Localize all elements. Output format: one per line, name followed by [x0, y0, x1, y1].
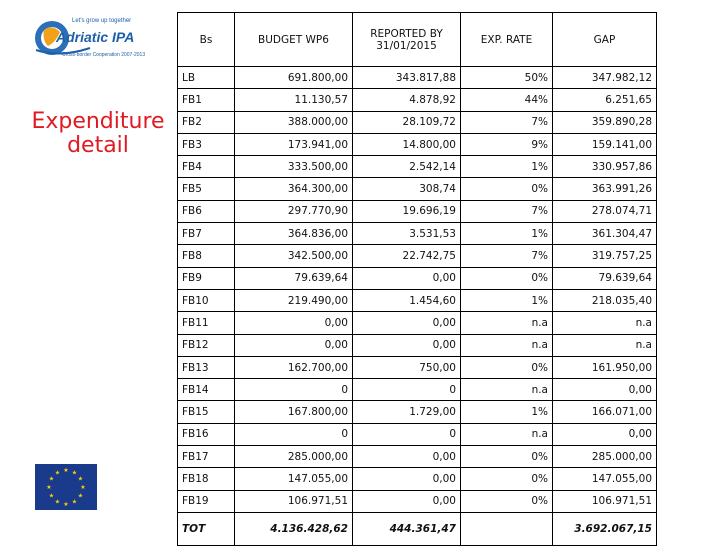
cell-rate: 7% [461, 245, 553, 267]
svg-text:★: ★ [71, 498, 78, 506]
table-row [178, 379, 657, 401]
cell-rate: n.a [461, 379, 553, 401]
table-row [178, 156, 657, 178]
adriatic-ipa-logo-graphic [30, 12, 160, 72]
table-row [178, 223, 657, 245]
cell-bs: FB1 [178, 89, 235, 111]
cell-rate: 7% [461, 200, 553, 222]
cell-bs: FB14 [178, 379, 235, 401]
cell-rate: 0% [461, 490, 553, 512]
svg-text:★: ★ [77, 475, 84, 483]
cell-bs: FB12 [178, 334, 235, 356]
table-row [178, 312, 657, 334]
cell-rate: 1% [461, 156, 553, 178]
cell-reported: 2.542,14 [353, 156, 461, 178]
cell-budget: 106.971,51 [235, 490, 353, 512]
cell-budget: 79.639,64 [235, 267, 353, 289]
cell-bs: FB4 [178, 156, 235, 178]
cell-gap: 0,00 [553, 379, 657, 401]
cell-reported: 0,00 [353, 490, 461, 512]
header-reported: REPORTED BY 31/01/2015 [353, 13, 461, 67]
cell-reported: 0,00 [353, 468, 461, 490]
cell-gap: 363.991,26 [553, 178, 657, 200]
cell-rate: 1% [461, 289, 553, 311]
cell-reported: 22.742,75 [353, 245, 461, 267]
cell-gap: 359.890,28 [553, 111, 657, 133]
cell-bs: FB3 [178, 133, 235, 155]
table-total-row [178, 512, 657, 545]
table-row [178, 200, 657, 222]
cell-reported: 0,00 [353, 267, 461, 289]
svg-text:★: ★ [71, 469, 78, 477]
cell-budget: 162.700,00 [235, 356, 353, 378]
cell-budget: 285.000,00 [235, 446, 353, 468]
table-row [178, 289, 657, 311]
cell-gap: n.a [553, 312, 657, 334]
cell-rate: 0% [461, 468, 553, 490]
logo-subline: Cross-border Cooperation 2007-2013 [62, 52, 146, 58]
cell-budget: 11.130,57 [235, 89, 353, 111]
cell-reported: 14.800,00 [353, 133, 461, 155]
cell-rate: n.a [461, 423, 553, 445]
svg-text:★: ★ [63, 467, 69, 474]
cell-reported: 0 [353, 379, 461, 401]
expenditure-table [177, 12, 657, 546]
cell-reported: 3.531,53 [353, 223, 461, 245]
cell-budget: 364.836,00 [235, 223, 353, 245]
cell-budget: 219.490,00 [235, 289, 353, 311]
total-cell-gap: 3.692.067,15 [553, 512, 657, 545]
cell-rate: 0% [461, 446, 553, 468]
cell-rate: 1% [461, 401, 553, 423]
cell-gap: 347.982,12 [553, 67, 657, 89]
cell-bs: FB2 [178, 111, 235, 133]
cell-budget: 0 [235, 379, 353, 401]
svg-text:★: ★ [46, 484, 52, 491]
cell-reported: 0 [353, 423, 461, 445]
cell-budget: 297.770,90 [235, 200, 353, 222]
cell-bs: FB11 [178, 312, 235, 334]
total-cell-budget: 4.136.428,62 [235, 512, 353, 545]
cell-budget: 364.300,00 [235, 178, 353, 200]
header-bs: Bs [178, 13, 235, 67]
header-budget: BUDGET WP6 [235, 13, 353, 67]
cell-bs: FB15 [178, 401, 235, 423]
cell-gap: 79.639,64 [553, 267, 657, 289]
cell-rate: 0% [461, 356, 553, 378]
cell-bs: FB7 [178, 223, 235, 245]
svg-text:★: ★ [77, 492, 84, 500]
cell-gap: 285.000,00 [553, 446, 657, 468]
cell-reported: 1.454,60 [353, 289, 461, 311]
cell-gap: n.a [553, 334, 657, 356]
cell-budget: 0,00 [235, 334, 353, 356]
cell-reported: 750,00 [353, 356, 461, 378]
cell-bs: FB5 [178, 178, 235, 200]
header-gap: GAP [553, 13, 657, 67]
cell-gap: 0,00 [553, 423, 657, 445]
cell-gap: 330.957,86 [553, 156, 657, 178]
cell-budget: 0,00 [235, 312, 353, 334]
eu-flag-icon [35, 464, 97, 510]
cell-rate: 44% [461, 89, 553, 111]
cell-budget: 0 [235, 423, 353, 445]
svg-text:★: ★ [80, 484, 86, 491]
cell-bs: FB18 [178, 468, 235, 490]
table-row [178, 67, 657, 89]
cell-rate: 7% [461, 111, 553, 133]
cell-budget: 388.000,00 [235, 111, 353, 133]
cell-reported: 308,74 [353, 178, 461, 200]
cell-bs: FB8 [178, 245, 235, 267]
cell-bs: FB19 [178, 490, 235, 512]
table-row [178, 401, 657, 423]
cell-bs: FB13 [178, 356, 235, 378]
cell-bs: FB6 [178, 200, 235, 222]
table-row [178, 111, 657, 133]
cell-reported: 28.109,72 [353, 111, 461, 133]
cell-budget: 333.500,00 [235, 156, 353, 178]
cell-gap: 147.055,00 [553, 468, 657, 490]
cell-reported: 19.696,19 [353, 200, 461, 222]
table-row [178, 178, 657, 200]
cell-gap: 6.251,65 [553, 89, 657, 111]
table-row [178, 89, 657, 111]
table-row [178, 267, 657, 289]
cell-reported: 0,00 [353, 446, 461, 468]
cell-rate: n.a [461, 312, 553, 334]
cell-gap: 278.074,71 [553, 200, 657, 222]
cell-budget: 167.800,00 [235, 401, 353, 423]
header-rate: EXP. RATE [461, 13, 553, 67]
svg-text:★: ★ [54, 498, 61, 506]
cell-gap: 159.141,00 [553, 133, 657, 155]
cell-bs: LB [178, 67, 235, 89]
table-row [178, 356, 657, 378]
svg-text:★: ★ [54, 469, 61, 477]
svg-text:★: ★ [48, 475, 55, 483]
cell-gap: 218.035,40 [553, 289, 657, 311]
table-row [178, 423, 657, 445]
total-cell-bs: TOT [178, 512, 235, 545]
cell-bs: FB9 [178, 267, 235, 289]
cell-reported: 1.729,00 [353, 401, 461, 423]
cell-bs: FB16 [178, 423, 235, 445]
table-header-row [178, 13, 657, 67]
cell-rate: 50% [461, 67, 553, 89]
cell-reported: 343.817,88 [353, 67, 461, 89]
cell-bs: FB17 [178, 446, 235, 468]
svg-text:★: ★ [48, 492, 55, 500]
table-row [178, 446, 657, 468]
cell-gap: 166.071,00 [553, 401, 657, 423]
cell-rate: 1% [461, 223, 553, 245]
cell-rate: 9% [461, 133, 553, 155]
cell-rate: 0% [461, 267, 553, 289]
cell-gap: 319.757,25 [553, 245, 657, 267]
cell-gap: 361.304,47 [553, 223, 657, 245]
table-row [178, 133, 657, 155]
cell-reported: 4.878,92 [353, 89, 461, 111]
cell-budget: 173.941,00 [235, 133, 353, 155]
total-cell-rate [461, 512, 553, 545]
logo-tagline: Let's grow up together [72, 18, 132, 24]
table-row [178, 490, 657, 512]
side-title: Expenditure detail [31, 109, 165, 158]
cell-budget: 691.800,00 [235, 67, 353, 89]
cell-rate: 0% [461, 178, 553, 200]
cell-rate: n.a [461, 334, 553, 356]
cell-reported: 0,00 [353, 334, 461, 356]
cell-gap: 106.971,51 [553, 490, 657, 512]
logo-name: Adriatic IPA [56, 29, 135, 45]
cell-reported: 0,00 [353, 312, 461, 334]
cell-bs: FB10 [178, 289, 235, 311]
total-cell-reported: 444.361,47 [353, 512, 461, 545]
adriatic-ipa-logo [30, 12, 160, 72]
table-row [178, 334, 657, 356]
svg-text:★: ★ [63, 501, 69, 508]
cell-budget: 342.500,00 [235, 245, 353, 267]
table-row [178, 245, 657, 267]
cell-budget: 147.055,00 [235, 468, 353, 490]
table-row [178, 468, 657, 490]
cell-gap: 161.950,00 [553, 356, 657, 378]
